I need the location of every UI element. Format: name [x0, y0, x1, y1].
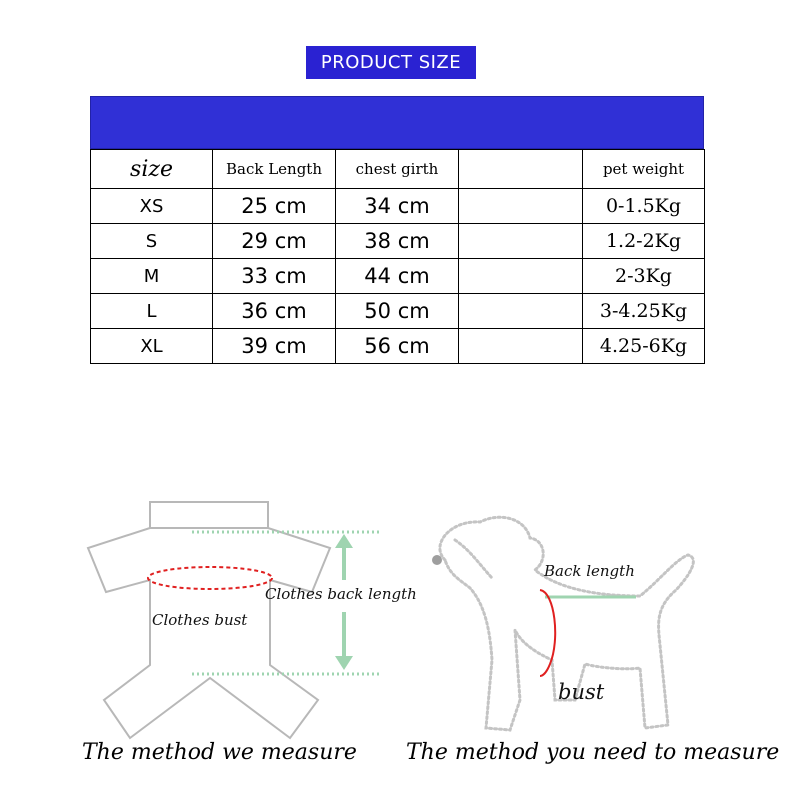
cell-back-length: 29 cm: [213, 224, 336, 259]
cell-blank: [459, 329, 583, 364]
caption-we-measure: The method we measure: [82, 740, 357, 765]
cell-pet-weight: 3-4.25Kg: [583, 294, 705, 329]
table-header-band: [90, 96, 704, 149]
measurement-diagrams: [0, 380, 800, 800]
table-row: [91, 189, 705, 224]
cell-blank: [459, 294, 583, 329]
cell-pet-weight: 2-3Kg: [583, 259, 705, 294]
cell-size: L: [91, 294, 213, 329]
cell-blank: [459, 259, 583, 294]
header-blank: [459, 150, 583, 189]
cell-blank: [459, 189, 583, 224]
dog-back-length-label: Back length: [544, 562, 635, 580]
cell-chest-girth: 34 cm: [336, 189, 459, 224]
cell-pet-weight: 4.25-6Kg: [583, 329, 705, 364]
dog-nose-icon: [432, 555, 442, 565]
clothes-back-length-label: Clothes back length: [265, 585, 417, 603]
cell-size: XS: [91, 189, 213, 224]
header-size: size: [91, 150, 213, 189]
cell-back-length: 33 cm: [213, 259, 336, 294]
cell-back-length: 36 cm: [213, 294, 336, 329]
cell-pet-weight: 1.2-2Kg: [583, 224, 705, 259]
cell-chest-girth: 44 cm: [336, 259, 459, 294]
table-row: [91, 329, 705, 364]
header-pet-weight: pet weight: [583, 150, 705, 189]
cell-size: XL: [91, 329, 213, 364]
clothes-bust-label: Clothes bust: [152, 611, 248, 629]
table-row: [91, 294, 705, 329]
cell-pet-weight: 0-1.5Kg: [583, 189, 705, 224]
cell-blank: [459, 224, 583, 259]
header-back-length: Back Length: [213, 150, 336, 189]
clothes-bust-marker: [148, 567, 272, 589]
product-size-title: PRODUCT SIZE: [306, 46, 476, 79]
table-row: [91, 259, 705, 294]
cell-size: M: [91, 259, 213, 294]
size-table-grid: [90, 149, 705, 364]
header-chest-girth: chest girth: [336, 150, 459, 189]
cell-back-length: 39 cm: [213, 329, 336, 364]
cell-size: S: [91, 224, 213, 259]
cell-chest-girth: 50 cm: [336, 294, 459, 329]
cell-back-length: 25 cm: [213, 189, 336, 224]
size-table: [90, 96, 704, 364]
cell-chest-girth: 38 cm: [336, 224, 459, 259]
cell-chest-girth: 56 cm: [336, 329, 459, 364]
table-header-row: [91, 150, 705, 189]
dog-bust-label: bust: [558, 680, 605, 704]
table-row: [91, 224, 705, 259]
caption-you-measure: The method you need to measure: [406, 740, 780, 765]
